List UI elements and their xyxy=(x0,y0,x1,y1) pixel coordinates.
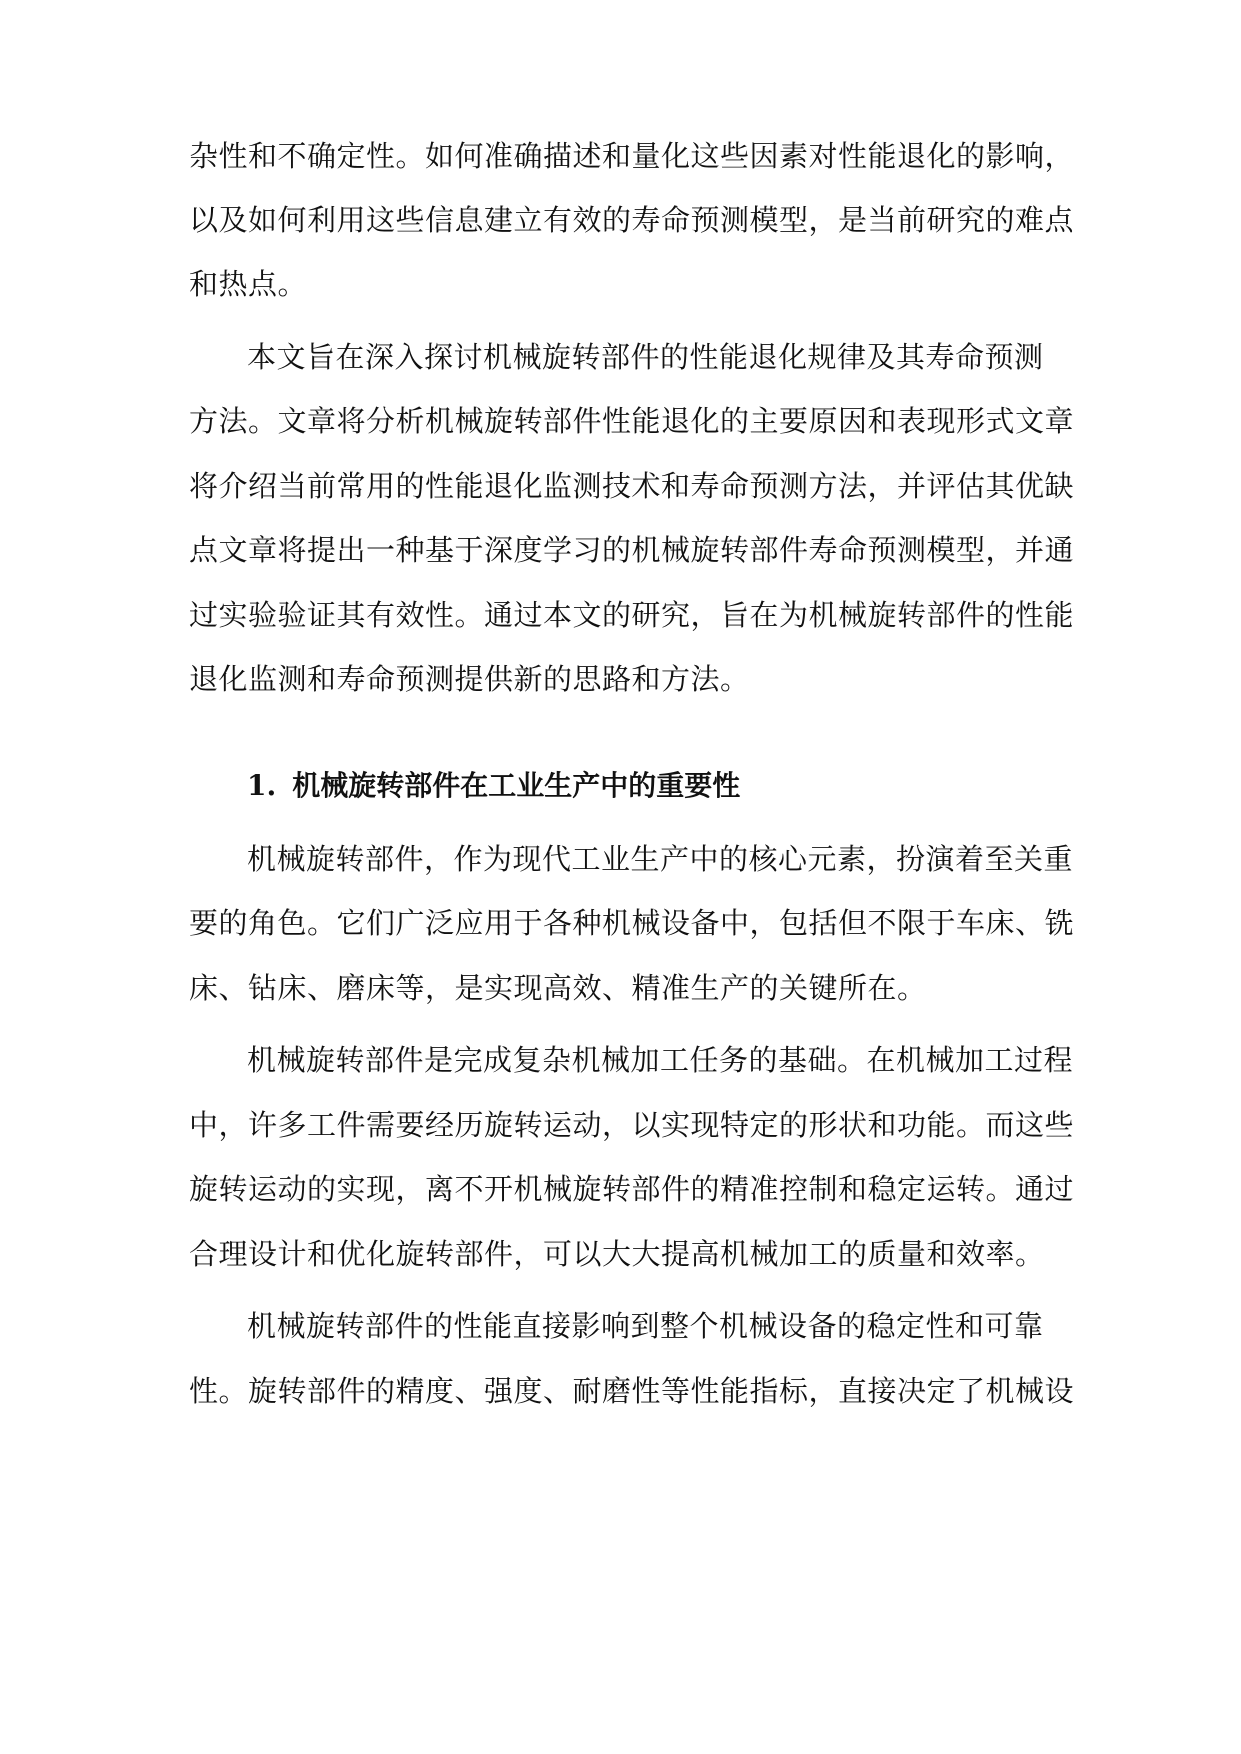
paragraph-line: 过实验验证其有效性。通过本文的研究，旨在为机械旋转部件的性能 xyxy=(189,598,1075,632)
paragraph-line: 方法。文章将分析机械旋转部件性能退化的主要原因和表现形式文章 xyxy=(189,404,1075,438)
paragraph-line: 机械旋转部件是完成复杂机械加工任务的基础。在机械加工过程 xyxy=(247,1043,1074,1077)
paragraph-line: 要的角色。它们广泛应用于各种机械设备中，包括但不限于车床、铣 xyxy=(189,906,1075,940)
paragraph-line: 将介绍当前常用的性能退化监测技术和寿命预测方法，并评估其优缺 xyxy=(189,469,1075,503)
paragraph-line: 机械旋转部件的性能直接影响到整个机械设备的稳定性和可靠 xyxy=(247,1309,1044,1343)
paragraph-line: 退化监测和寿命预测提供新的思路和方法。 xyxy=(189,662,750,696)
paragraph-line: 性。旋转部件的精度、强度、耐磨性等性能指标，直接决定了机械设 xyxy=(189,1374,1075,1408)
section-number: 1. xyxy=(247,769,277,802)
paragraph-line: 床、钻床、磨床等，是实现高效、精准生产的关键所在。 xyxy=(189,971,927,1005)
section-title: 机械旋转部件在工业生产中的重要性 xyxy=(292,769,741,802)
section-heading xyxy=(247,766,740,806)
paragraph-line: 本文旨在深入探讨机械旋转部件的性能退化规律及其寿命预测 xyxy=(247,340,1044,374)
paragraph-line: 以及如何利用这些信息建立有效的寿命预测模型，是当前研究的难点 xyxy=(189,203,1075,237)
paragraph-line: 和热点。 xyxy=(189,267,308,301)
paragraph-line: 中，许多工件需要经历旋转运动，以实现特定的形状和功能。而这些 xyxy=(189,1108,1075,1142)
paragraph-line: 机械旋转部件，作为现代工业生产中的核心元素，扮演着至关重 xyxy=(247,842,1074,876)
paragraph-line: 合理设计和优化旋转部件，可以大大提高机械加工的质量和效率。 xyxy=(189,1237,1045,1271)
paragraph-line: 点文章将提出一种基于深度学习的机械旋转部件寿命预测模型，并通 xyxy=(189,533,1075,567)
paragraph-line: 杂性和不确定性。如何准确描述和量化这些因素对性能退化的影响， xyxy=(189,139,1075,173)
paragraph-line: 旋转运动的实现，离不开机械旋转部件的精准控制和稳定运转。通过 xyxy=(189,1172,1075,1206)
